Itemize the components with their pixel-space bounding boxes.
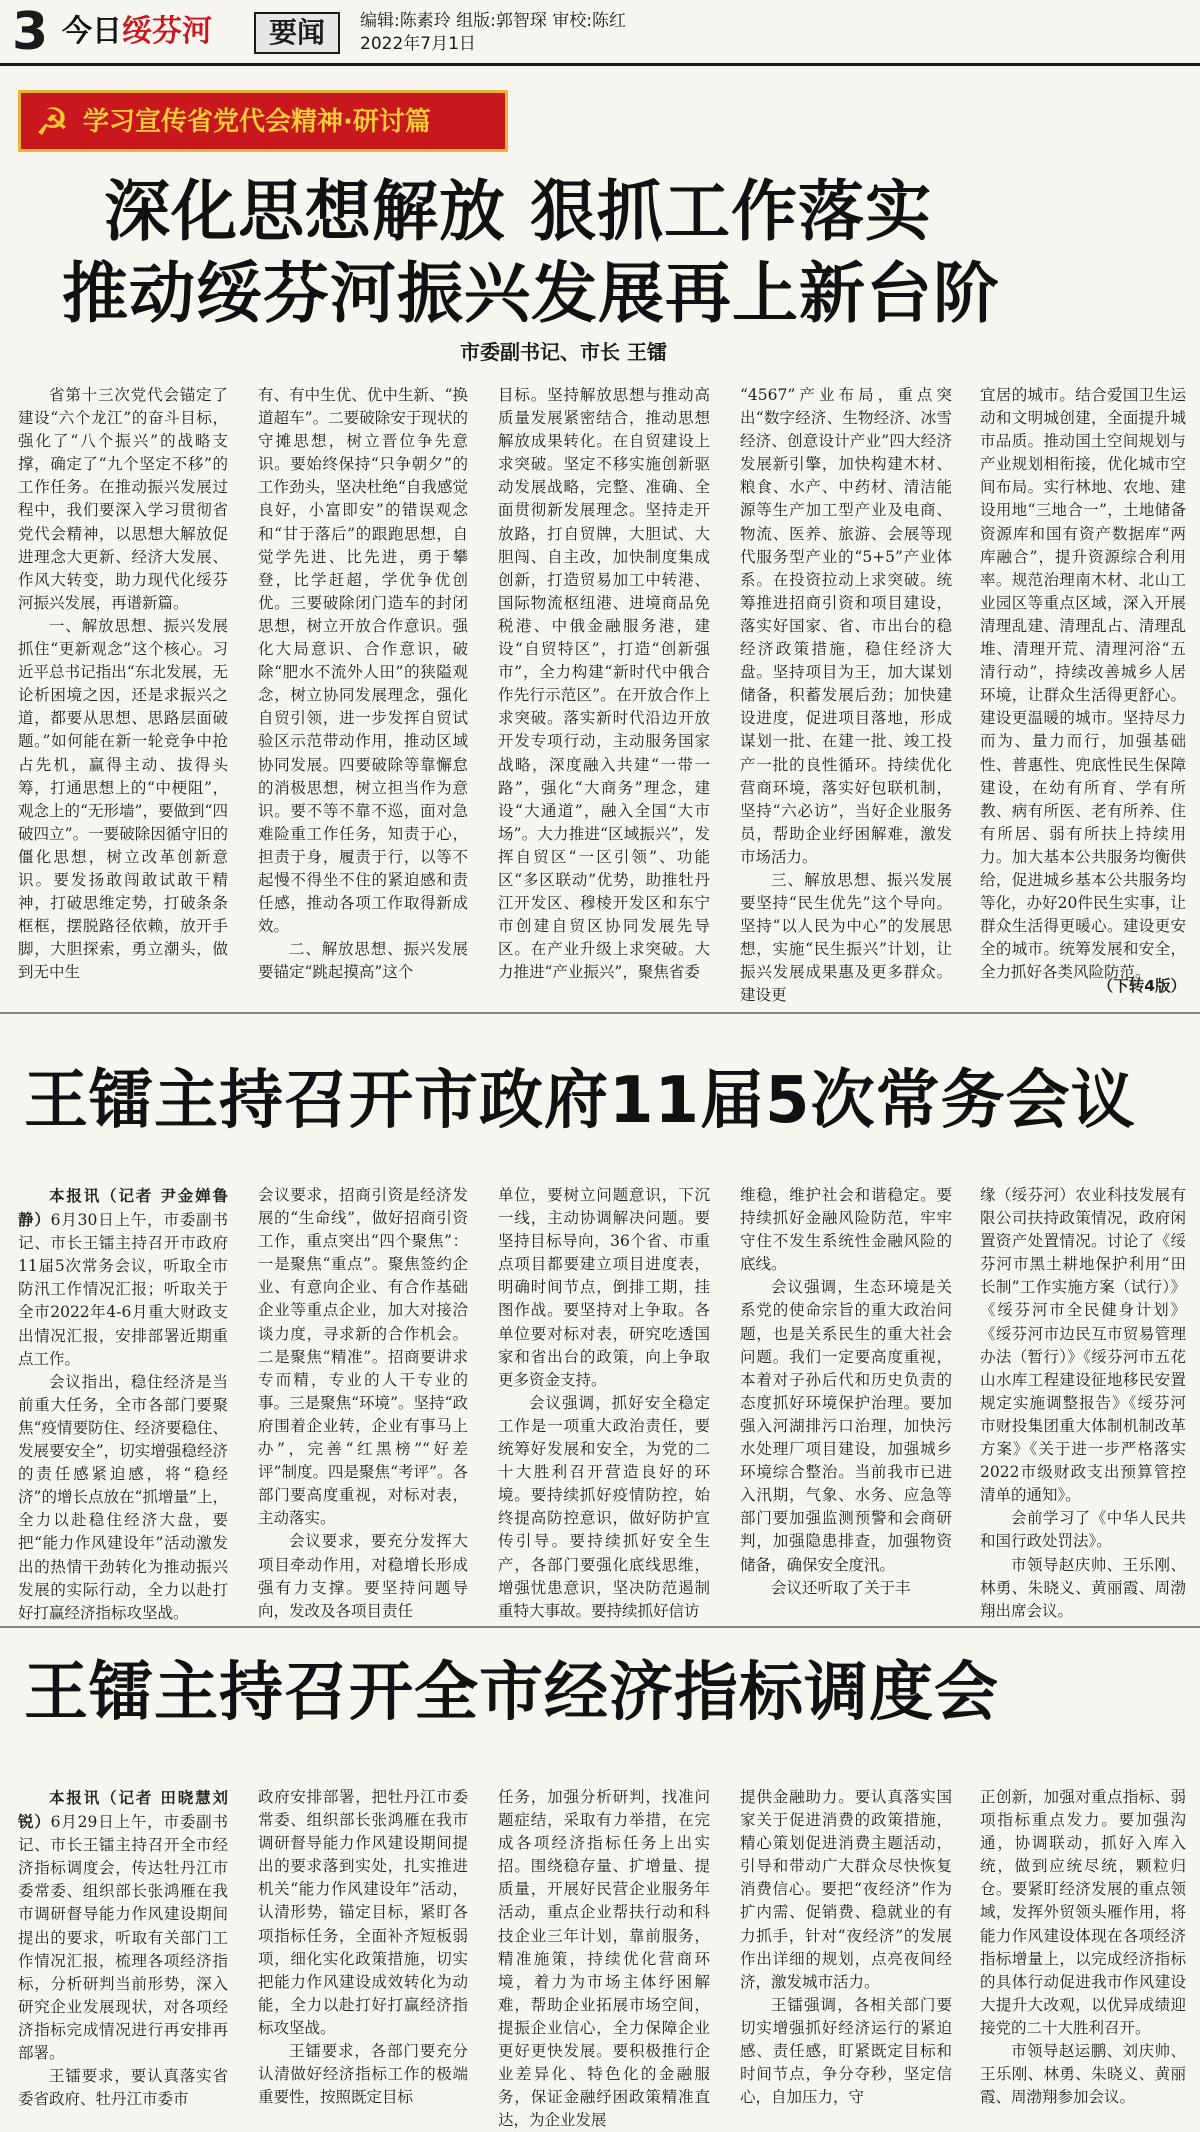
brand-prefix: 今日	[62, 14, 122, 49]
paragraph: 省第十三次党代会锚定了建设“六个龙江”的奋斗目标，强化了“八个振兴”的战略支撑，确定了“九个坚定不移”的工作任务。在推动振兴发展过程中，我们要深入学习贯彻省党代会精神，以思想大解放促进理念大更新、经济大发展、作风大转变，助力现代化绥芬河振兴发展，再谱新篇。	[18, 386, 228, 612]
paragraph: 市领导赵运鹏、刘庆帅、王乐刚、林勇、朱晓义、黄丽霞、周渤翔参加会议。	[980, 2042, 1186, 2107]
paragraph: 本报讯（记者 尹金婵鲁静）6月30日上午，市委副书记、市长王镭主持召开市政府11届5次常务会议，听取全市防汛工作情况汇报；听取关于全市2022年4-6月重大财政支出情况汇报，安排部署近期重点工作。	[18, 1186, 228, 1368]
paragraph: 本报讯（记者 田晓慧刘锐）6月29日上午，市委副书记、市长王镭主持召开全市经济指标调度会，传达牡丹江市委常委、组织部长张鸿雁在我市调研督导能力作风建设期间提出的要求，听取有关部门工作情况汇报，梳理各项经济指标，分析研判当前形势，深入研究企业发展现状，对各项经济指标完成情况进行再安排再部署。	[18, 1788, 228, 2063]
paragraph: 王镭要求，各部门要充分认清做好经济指标工作的极端重要性，按照既定目标	[258, 2042, 468, 2107]
paragraph: 单位，要树立问题意识，下沉一线，主动协调解决问题。要坚持目标导向，36个省、市重点项目都要建立项目进度表，明确时间节点，倒排工期，挂图作战。要坚持对上争取。各单位要对标对表，研究吃透国家和省出台的政策，向上争取更多资金支持。	[498, 1186, 710, 1389]
paragraph: 宜居的城市。结合爱国卫生运动和文明城创建，全面提升城市品质。推动国土空间规划与产业规划相衔接，优化城市空间布局。实行林地、农地、建设用地“三地合一”，土地储备资源库和国有资产数据库“两库融合”，提升资源综合利用率。规范治理南木材、北山工业园区等重点区域，深入开展清理乱建、清理乱占、清理乱堆、清理开荒、清理河浴“五清行动”，持续改善城乡人居环境，让群众生活得更舒心。建设更温暖的城市。坚持尽力而为、量力而行，加强基础性、普惠性、兜底性民生保障建设，在幼有所育、学有所教、病有所医、老有所养、住有所居、弱有所扶上持续用力。加大基本公共服务均衡供给，促进城乡基本公共服务均等化，办好20件民生实事，让群众生活得更暖心。建设更安全的城市。统筹发展和安全，全力抓好各类风险防范。	[980, 386, 1186, 982]
publication-date: 2022年7月1日	[360, 34, 476, 54]
paragraph: 王镭要求，要认真落实省委省政府、牡丹江市委市	[18, 2067, 228, 2109]
paragraph: 二、解放思想、振兴发展要锚定“跳起摸高”这个	[258, 940, 468, 982]
paragraph: 一、解放思想、振兴发展抓住“更新观念”这个核心。习近平总书记指出“东北发展，无论析困境之因，还是求振兴之道，都要从思想、思路层面破题。”如何能在新一轮竞争中抢占先机，赢得主动、拔得头筹，打通思想上的“中梗阻”，观念上的“无形墙”，要做到“四破四立”。一要破除因循守旧的僵化思想，树立改革创新意识。要发扬敢闯敢试敢干精神，打破思维定势，打破条条框框，摆脱路径依赖，放开手脚，大胆探索，勇立潮头，做到无中生	[18, 616, 228, 982]
paragraph: 会议要求，招商引资是经济发展的“生命线”，做好招商引资工作，重点突出“四个聚焦”：一是聚焦“重点”。聚焦签约企业、有意向企业、有合作基础企业等重点企业，加大对接洽谈力度，寻求新的合作机会。二是聚焦“精准”。招商要讲求专而精，专业的人干专业的事。三是聚焦“环境”。坚持“政府围着企业转，企业有事马上办”，完善“红黑榜”“好差评”制度。四是聚焦“考评”。各部门要高度重视，对标对表，主动落实。	[258, 1186, 468, 1528]
banner-text: 学习宣传省党代会精神·研讨篇	[83, 107, 431, 137]
article1-turn-note: （下转4版）	[1097, 977, 1186, 995]
brand-name: 绥芬河	[122, 14, 212, 49]
article3-column-1	[18, 1786, 228, 2111]
page-number: 3	[12, 2, 49, 62]
article1-column-1	[18, 384, 228, 999]
article1-column-2	[258, 384, 468, 999]
editor-credits: 编辑:陈素玲 组版:郭智琛 审校:陈红	[360, 11, 626, 31]
party-emblem-icon: ☭	[34, 100, 70, 144]
paragraph: 维稳，维护社会和谐稳定。要持续抓好金融风险防范，牢牢守住不发生系统性金融风险的底线。	[740, 1186, 952, 1274]
paragraph: 政府安排部署，把牡丹江市委常委、组织部长张鸿雁在我市调研督导能力作风建设期间提出的要求落到实处，扎实推进机关“能力作风建设年”活动，认清形势，锚定目标，紧盯各项指标任务，全面补齐短板弱项，细化实化政策措施，切实把能力作风建设成效转化为动能，全力以赴打好打赢经济指标攻坚战。	[258, 1788, 468, 2037]
topic-banner	[18, 90, 508, 152]
section-tag: 要闻	[254, 12, 340, 54]
article2-column-1	[18, 1184, 228, 1622]
paragraph: 会议要求，要充分发挥大项目牵动作用，对稳增长形成强有力支撑。要坚持问题导向，发改及各项目责任	[258, 1532, 468, 1620]
paragraph: 会议强调，生态环境是关系党的使命宗旨的重大政治问题，也是关系民生的重大社会问题。我们一定要高度重视，本着对子孙后代和历史负责的态度抓好环境保护治理。要加强入河湖排污口治理，加快污水处理厂项目建设，加强城乡环境综合整治。当前我市已进入汛期，气象、水务、应急等部门要加强监测预警和会商研判，加强隐患排查，加强物资储备，确保安全度汛。	[740, 1278, 952, 1574]
article1-column-5	[980, 384, 1186, 982]
article1-title-line2: 推动绥芬河振兴发展再上新台阶	[62, 255, 1000, 332]
article1-title-line1: 深化思想解放 狠抓工作落实	[104, 173, 932, 250]
article2-column-2	[258, 1184, 468, 1620]
article3-column-5	[980, 1786, 1186, 2111]
article3-title: 王镭主持召开全市经济指标调度会	[24, 1656, 999, 1730]
article3-column-3	[498, 1786, 710, 2130]
paragraph: 三、解放思想、振兴发展要坚持“民生优先”这个导向。坚持“以人民为中心”的发展思想，实施“民生振兴”计划，让振兴发展成果惠及更多群众。建设更	[740, 870, 952, 1005]
paragraph: 市领导赵庆帅、王乐刚、林勇、朱晓义、黄丽霞、周渤翔出席会议。	[980, 1555, 1186, 1620]
masthead	[0, 0, 1200, 66]
paragraph: “4567”产业布局，重点突出“数字经济、生物经济、冰雪经济、创意设计产业”四大经济发展新引擎，加快构建木材、粮食、水产、中药材、清洁能源等生产加工型产业及电商、物流、医养、旅游、会展等现代服务型产业的“5+5”产业体系。在投资拉动上求突破。统筹推进招商引资和项目建设，落实好国家、省、市出台的稳经济政策措施，稳住经济大盘。坚持项目为王，加大谋划储备，积蓄发展后劲；加快建设进度，促进项目落地，形成谋划一批、在建一批、竣工投产一批的良性循环。持续优化营商环境，落实好包联机制，坚持“六必访”，当好企业服务员，帮助企业纾困解难，激发市场活力。	[740, 386, 952, 866]
section-divider	[0, 1012, 1200, 1014]
article1-byline: 市委副书记、市长 王镭	[460, 340, 667, 364]
article2-column-4	[740, 1184, 952, 1614]
article2-title: 王镭主持召开市政府11届5次常务会议	[24, 1064, 1136, 1138]
article2-column-5	[980, 1184, 1186, 1620]
paragraph: 会议还听取了关于丰	[771, 1578, 911, 1597]
paragraph: 目标。坚持解放思想与推动高质量发展紧密结合，推动思想解放成果转化。在自贸建设上求突破。坚定不移实施创新驱动发展战略，完整、准确、全面贯彻新发展理念。坚持走开放路，打自贸牌，大胆试、大胆闯、自主改，加快制度集成创新，打造贸易加工中转港、国际物流枢纽港、进境商品免税港、中俄金融服务港，建设“自贸特区”，打造“创新强市”，全力构建“新时代中俄合作先行示范区”。在开放合作上求突破。落实新时代沿边开放开发专项行动，主动服务国家战略，深度融入共建“一带一路”，强化“大商务”理念，建设“大通道”，融入全国“大市场”。大力推进“区域振兴”，发挥自贸区“一区引领”、功能区“多区联动”优势，助推牡丹江开发区、穆棱开发区和东宁市创建自贸区协同发展先导区。在产业升级上求突破。大力推进“产业振兴”，聚焦省委	[498, 386, 710, 982]
article1-column-3	[498, 384, 710, 999]
paragraph: 王镭强调，各相关部门要切实增强抓好经济运行的紧迫感、责任感，盯紧既定目标和时间节点，争分夺秒，坚定信心，自加压力，守	[740, 1995, 952, 2107]
article2-column-3	[498, 1184, 710, 1620]
paragraph: 任务，加强分析研判，找准问题症结，采取有力举措，在完成各项经济指标任务上出实招。围绕稳存量、扩增量、提质量，开展好民营企业服务年活动，重点企业帮扶行动和科技企业三年计划，靠前服务，精准施策，持续优化营商环境，着力为市场主体纾困解难，帮助企业拓展市场空间，提振企业信心，全力保障企业更好更快发展。要积极推行企业差异化、特色化的金融服务，保证金融纾困政策精准直达，为企业发展	[498, 1788, 710, 2130]
newspaper-brand	[62, 14, 212, 50]
paragraph: 正创新，加强对重点指标、弱项指标重点发力。要加强沟通，协调联动，抓好入库入统，做到应统尽统，颗粒归仓。要紧盯经济发展的重点领域，发挥外贸领头雁作用，将能力作风建设体现在各项经济指标增量上，以完成经济指标的具体行动促进我市作风建设大提升大改观，以优异成绩迎接党的二十大胜利召开。	[980, 1788, 1186, 2037]
article1-column-4	[740, 384, 952, 1005]
paragraph: 会议指出，稳住经济是当前重大任务，全市各部门要聚焦“疫情要防住、经济要稳住、发展要安全”，切实增强稳经济的责任感紧迫感，将“稳经济”的增长点放在“抓增量”上，全力以赴稳住经济大盘，要把“能力作风建设年”活动激发出的热情干劲转化为推动振兴发展的实际行动，全力以赴打好打赢经济指标攻坚战。	[18, 1372, 228, 1622]
paragraph: 有、有中生优、优中生新、“换道超车”。二要破除安于现状的守摊思想，树立晋位争先意识。要始终保持“只争朝夕”的工作劲头，坚决杜绝“自我感觉良好，小富即安”的错误观念和“甘于落后”的跟跑思想，自觉学先进、比先进，勇于攀登，比学赶超，学优争优创优。三要破除闭门造车的封闭思想，树立开放合作意识。强化大局意识、合作意识，破除“肥水不流外人田”的狭隘观念，树立协同发展理念，强化自贸引领，进一步发挥自贸试验区示范带动作用，推动区域协同发展。四要破除等靠懈怠的消极思想，树立担当作为意识。要不等不靠不巡，面对急难险重工作任务，知责于心，担责于身，履责于行，以等不起慢不得坐不住的紧迫感和责任感，推动各项工作取得新成效。	[258, 386, 468, 936]
paragraph: 会前学习了《中华人民共和国行政处罚法》。	[980, 1509, 1186, 1551]
article3-column-2	[258, 1786, 468, 2111]
dateline-label: 本报讯（记者 田晓慧刘锐）	[18, 1788, 228, 1832]
paragraph: 缘（绥芬河）农业科技发展有限公司扶持政策情况，政府闲置资产处置情况。讨论了《绥芬河市黑土耕地保护利用“田长制”工作实施方案（试行）》《绥芬河市全民健身计划》《绥芬河市边民互市贸易管理办法（暂行）》《绥芬河市五花山水库工程建设征地移民安置规定实施调整报告》《绥芬河市财投集团重大体制机制改革方案》《关于进一步严格落实2022市级财政支出预算管控清单的通知》。	[980, 1186, 1186, 1505]
paragraph: 会议强调，抓好安全稳定工作是一项重大政治责任，要统筹好发展和安全，为党的二十大胜利召开营造良好的环境。要持续抓好疫情防控，始终提高防控意识，做好防护宣传引导。要持续抓好安全生产，各部门要强化底线思维，增强忧患意识，坚决防范遏制重特大事故。要持续抓好信访	[498, 1393, 710, 1620]
dateline-label: 本报讯（记者 尹金婵鲁静）	[18, 1186, 228, 1230]
section-divider	[0, 1626, 1200, 1628]
article3-column-4	[740, 1786, 952, 2111]
paragraph: 提供金融助力。要认真落实国家关于促进消费的政策措施，精心策划促进消费主题活动，引导和带动广大群众尽快恢复消费信心。要把“夜经济”作为扩内需、促销费、稳就业的有力抓手，针对“夜经济”的发展作出详细的规划，点亮夜间经济，激发城市活力。	[740, 1788, 952, 1991]
